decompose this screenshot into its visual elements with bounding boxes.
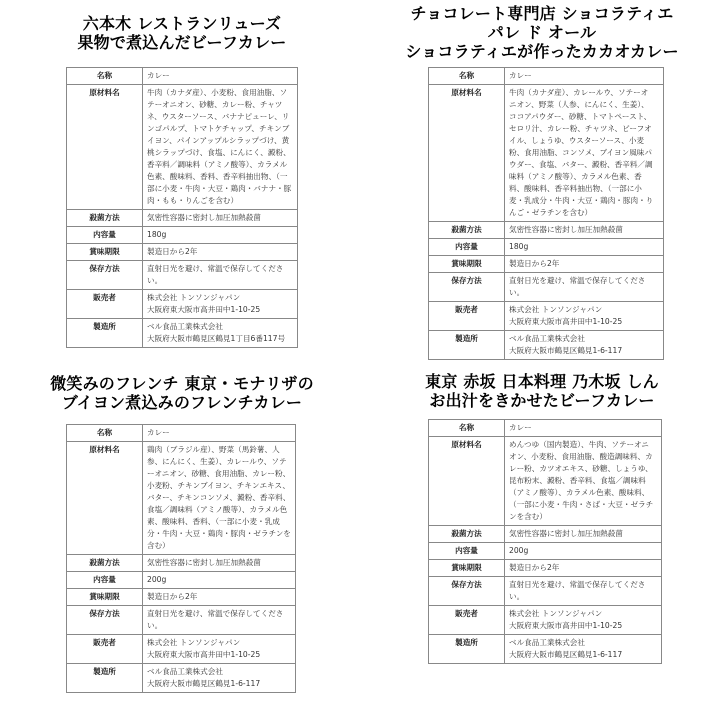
spec-row-net-weight: 内容量 180g [67,227,298,244]
spec-row-seller: 販売者 株式会社 トンソンジャパン 大阪府東大阪市高井田中1-10-25 [67,635,296,664]
spec-row-manufacturer: 製造所 ベル食品工業株式会社 大阪府大阪市鶴見区鶴見1-6-117 [429,635,662,664]
panel-title [12,374,352,412]
spec-row-ingredients: 原材料名 牛肉（カナダ産）、カレールウ、ソテーオ ニオン、野菜（人参、にんにく、生姜）、 ココアパウダー、砂糖、トマトペースト、 セロリ汁、カレー粉、チャツネ、ビーフオ イル、しょうゆ、ウスターソース、小麦 粉、食用油脂、コンソメ、ブイヨン風味パ ウダー、食塩、バター、澱粉、香辛料／調 味料（アミノ酸等）、カラメル色素、香 料、酸味料、香辛料抽出物、（一部に小 麦・乳成分・牛肉・大豆・鶏肉・豚肉・り んご・ゼラチンを含む） [429,85,664,222]
title-line: 果物で煮込んだビーフカレー [77,33,287,52]
spec-row-storage: 保存方法 直射日光を避け、常温で保存してくださ い。 [67,606,296,635]
spec-row-manufacturer: 製造所 ベル食品工業株式会社 大阪府大阪市鶴見区鶴見1丁目6番117号 [67,319,298,348]
spec-row-net-weight: 内容量 200g [429,543,662,560]
spec-row-best-before: 賞味期限 製造日から2年 [67,244,298,261]
spec-row-ingredients: 原材料名 鶏肉（ブラジル産）、野菜（馬鈴薯、人 参、にんにく、生姜）、カレールウ、ソテ ーオニオン、砂糖、食用油脂、カレー粉、 小麦粉、チキンブイヨン、チキンエキス、 バター、チキンコンソメ、澱粉、香辛料、 食塩／調味料（アミノ酸等）、カラメル色 素、酸味料、香料、（一部に小麦・乳成 分・牛肉・大豆・鶏肉・豚肉・ゼラチンを 含む） [67,442,296,555]
spec-row-sterilization: 殺菌方法 気密性容器に密封し加圧加熱殺菌 [429,526,662,543]
spec-row-ingredients: 原材料名 牛肉（カナダ産）、小麦粉、食用油脂、ソ テーオニオン、砂糖、カレー粉、チャツ ネ、ウスターソース、バナナピューレ、リ ンゴパルプ、トマトケチャップ、チキンブ イヨン、パインアップルシラップづけ、黄 桃シラップづけ、食塩、にんにく、澱粉、 香辛料／調味料（アミノ酸等）、カラメル 色素、酸味料、香料、香辛料抽出物、（一 部に小麦・牛肉・大豆・鶏肉・バナナ・豚 肉・もも・りんごを含む） [67,85,298,210]
spec-row-seller: 販売者 株式会社 トンソンジャパン 大阪府東大阪市高井田中1-10-25 [429,302,664,331]
title-line: 東京 赤坂 日本料理 乃木坂 しん [425,372,659,391]
spec-row-ingredients: 原材料名 めんつゆ（国内製造）、牛肉、ソテーオニ オン、小麦粉、食用油脂、酸造調味料、カ レー粉、カツオエキス、砂糖、しょうゆ、 昆布粉末、澱粉、香辛料、食塩／調味料 （アミノ酸等）、カラメル色素、酸味料、 （一部に小麦・牛肉・さば・大豆・ゼラチ ンを含む） [429,437,662,526]
title-line: パレ ド オール [487,23,597,42]
spec-row-name: 名称 カレー [67,68,298,85]
spec-row-best-before: 賞味期限 製造日から2年 [429,560,662,577]
panel-title [372,372,712,410]
spec-row-best-before: 賞味期限 製造日から2年 [67,589,296,606]
spec-table [66,424,296,693]
spec-row-storage: 保存方法 直射日光を避け、常温で保存してくださ い。 [429,577,662,606]
spec-row-name: 名称 カレー [429,68,664,85]
title-line: ブイヨン煮込みのフレンチカレー [61,393,303,412]
spec-row-sterilization: 殺菌方法 気密性容器に密封し加圧加熱殺菌 [67,555,296,572]
panel-title [12,14,352,52]
spec-row-net-weight: 内容量 200g [67,572,296,589]
spec-table [428,419,662,664]
spec-table [428,67,664,360]
spec-row-manufacturer: 製造所 ベル食品工業株式会社 大阪府大阪市鶴見区鶴見1-6-117 [67,664,296,693]
panel-title [372,4,712,61]
spec-row-seller: 販売者 株式会社 トンソンジャパン 大阪府東大阪市高井田中1-10-25 [67,290,298,319]
title-line: チョコレート専門店 ショコラティエ [410,4,674,23]
spec-row-name: 名称 カレー [429,420,662,437]
spec-row-storage: 保存方法 直射日光を避け、常温で保存してくださ い。 [67,261,298,290]
spec-row-sterilization: 殺菌方法 気密性容器に密封し加圧加熱殺菌 [67,210,298,227]
title-line: お出汁をきかせたビーフカレー [429,391,655,410]
spec-row-best-before: 賞味期限 製造日から2年 [429,256,664,273]
title-line: 六本木 レストランリューズ [82,14,282,33]
spec-table [66,67,298,348]
title-line: 微笑みのフレンチ 東京・モナリザの [50,374,314,393]
spec-row-storage: 保存方法 直射日光を避け、常温で保存してくださ い。 [429,273,664,302]
spec-row-sterilization: 殺菌方法 気密性容器に密封し加圧加熱殺菌 [429,222,664,239]
spec-row-name: 名称 カレー [67,425,296,442]
title-line: ショコラティエが作ったカカオカレー [405,42,679,61]
spec-row-manufacturer: 製造所 ベル食品工業株式会社 大阪府大阪市鶴見区鶴見1-6-117 [429,331,664,360]
spec-row-seller: 販売者 株式会社 トンソンジャパン 大阪府東大阪市高井田中1-10-25 [429,606,662,635]
spec-row-net-weight: 内容量 180g [429,239,664,256]
